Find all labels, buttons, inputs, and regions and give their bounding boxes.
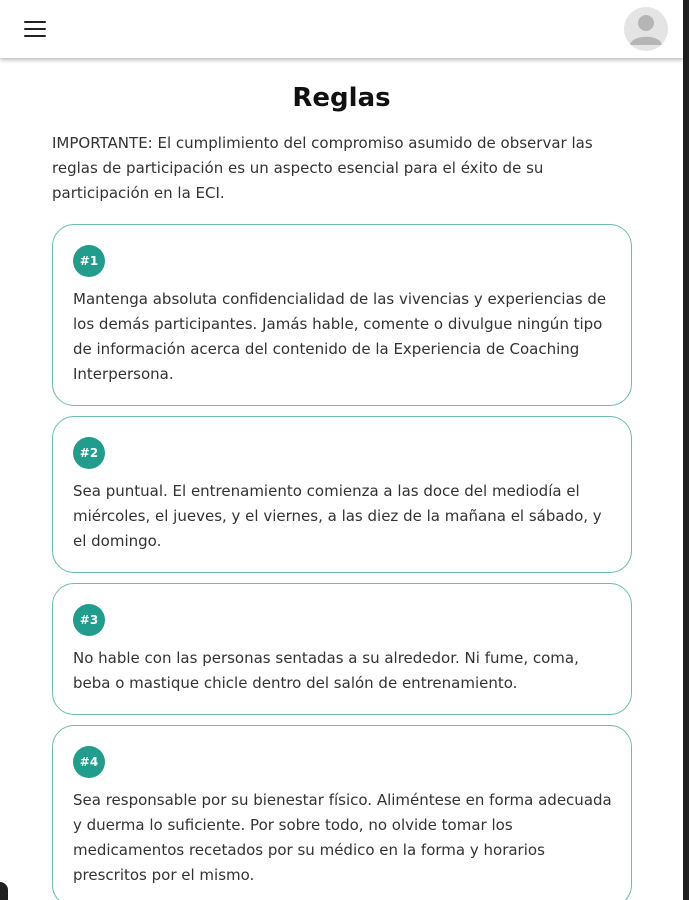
app-bar [0, 0, 683, 58]
rule-text: Sea responsable por su bienestar físico. Aliméntese en forma adecuada y duerma lo suficiente. Por sobre todo, no olvide tomar los medicamentos recetados por su médico en la forma y horarios prescritos por el mismo. [73, 791, 612, 884]
page-title: Reglas [292, 83, 391, 113]
rule-number-badge: #3 [73, 604, 105, 636]
rule-card-3 [52, 583, 632, 715]
rule-card-4 [52, 725, 632, 900]
rule-text: Mantenga absoluta confidencialidad de las vivencias y experiencias de los demás participantes. Jamás hable, comente o divulgue ningún tipo de información acerca del contenido de la Experiencia de Coaching Interpersona. [73, 290, 607, 383]
main-content [0, 58, 683, 900]
window-edge [683, 0, 689, 900]
user-avatar-icon[interactable] [624, 7, 668, 51]
intro-text: IMPORTANTE: El cumplimiento del compromiso asumido de observar las reglas de participación es un aspecto esencial para el éxito de su participación en la ECI. [52, 134, 593, 202]
rule-number-badge: #1 [73, 245, 105, 277]
rule-card-2 [52, 416, 632, 573]
rules-list [0, 224, 683, 900]
hamburger-menu-icon[interactable] [24, 21, 46, 37]
rule-number-badge: #4 [73, 746, 105, 778]
rule-text: No hable con las personas sentadas a su alrededor. Ni fume, coma, beba o mastique chicle dentro del salón de entrenamiento. [73, 649, 579, 692]
rule-text: Sea puntual. El entrenamiento comienza a las doce del mediodía el miércoles, el jueves, y el viernes, a las diez de la mañana el sábado, y el domingo. [73, 482, 602, 550]
rule-number-badge: #2 [73, 437, 105, 469]
rule-card-1 [52, 224, 632, 406]
